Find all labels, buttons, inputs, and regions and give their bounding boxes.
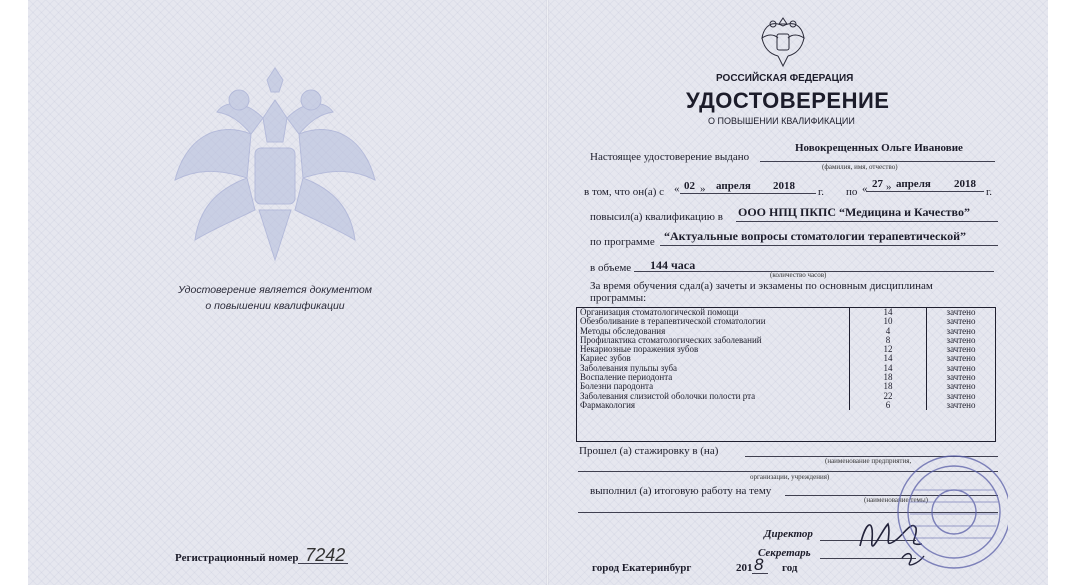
secretary-label: Секретарь xyxy=(758,547,811,559)
issued-underline xyxy=(760,161,995,162)
double-headed-eagle-watermark-icon xyxy=(155,60,395,300)
issued-label: Настоящее удостоверение выдано xyxy=(590,151,750,163)
discipline-hours: 14 xyxy=(850,354,927,363)
date-g-1: г. xyxy=(818,186,825,198)
date-quote-1: « xyxy=(674,183,680,195)
date-to-underline xyxy=(866,191,984,192)
internship-label: Прошел (а) стажировку в (на) xyxy=(579,445,719,457)
discipline-grade: зачтено xyxy=(927,373,996,382)
discipline-grade: зачтено xyxy=(927,327,996,336)
org-label: повысил(а) квалификацию в xyxy=(590,211,723,223)
exams-line1: За время обучения сдал(а) зачеты и экзамены по основным дисциплинам xyxy=(590,280,933,292)
internship-hint1: (наименование предприятия, xyxy=(825,457,912,465)
date-to-month: апреля xyxy=(896,178,931,190)
discipline-grade: зачтено xyxy=(927,364,996,373)
program-label: по программе xyxy=(590,236,655,248)
discipline-hours: 10 xyxy=(850,317,927,326)
discipline-grade: зачтено xyxy=(927,401,996,410)
discipline-hours: 22 xyxy=(850,392,927,401)
program-underline xyxy=(660,245,998,246)
date-to-day: 27 xyxy=(872,178,883,190)
org-name: ООО НПЦ ПКПС “Медицина и Качество” xyxy=(738,205,970,219)
volume-label: в объеме xyxy=(590,262,632,274)
discipline-grade: зачтено xyxy=(927,308,996,317)
round-stamp-seal-icon xyxy=(858,450,1008,580)
discipline-name: Некариозные поражения зубов xyxy=(580,344,699,355)
discipline-hours: 18 xyxy=(850,373,927,382)
issued-name: Новокрещенных Ольге Ивановие xyxy=(795,142,963,154)
date-po: по xyxy=(846,186,858,198)
date-quote-2: » xyxy=(700,183,706,195)
discipline-row xyxy=(577,401,995,410)
discipline-name: Обезболивание в терапевтической стоматологии xyxy=(580,316,766,327)
discipline-name: Заболевания слизистой оболочки полости рта xyxy=(580,390,756,401)
org-underline xyxy=(736,221,998,222)
discipline-row xyxy=(577,392,995,401)
document-subtitle: О ПОВЫШЕНИИ КВАЛИФИКАЦИИ xyxy=(708,116,855,126)
discipline-grade: зачтено xyxy=(927,317,996,326)
date-to-year: 2018 xyxy=(954,178,976,190)
director-label: Директор xyxy=(764,528,813,540)
footer-year-digit: 8 xyxy=(754,555,764,574)
discipline-hours: 6 xyxy=(850,401,927,410)
year-underline xyxy=(752,573,768,574)
discipline-name: Воспаление периодонта xyxy=(580,372,673,383)
document-title: УДОСТОВЕРЕНИЕ xyxy=(686,88,890,113)
footer-city: город Екатеринбург xyxy=(592,562,692,574)
volume-value: 144 часа xyxy=(650,258,696,272)
date-from-underline xyxy=(680,193,816,194)
date-quote-3: « xyxy=(862,183,868,195)
reg-underline xyxy=(298,563,348,564)
discipline-grade: зачтено xyxy=(927,336,996,345)
final-work-hint: (наименование темы) xyxy=(864,496,929,504)
date-from-day: 02 xyxy=(684,180,695,192)
date-quote-4: » xyxy=(886,181,892,193)
date-from-month: апреля xyxy=(716,180,751,192)
internship-hint2: организации, учреждения) xyxy=(750,473,830,481)
discipline-name: Фармакология xyxy=(580,399,636,410)
disciplines-table xyxy=(576,307,996,442)
footer-year-prefix: 201 xyxy=(736,562,753,574)
discipline-hours: 18 xyxy=(850,382,927,391)
discipline-grade: зачтено xyxy=(927,382,996,391)
date-from-year: 2018 xyxy=(773,180,795,192)
caption-line1: Удостоверение является документом xyxy=(178,284,372,296)
issued-hint: (фамилия, имя, отчество) xyxy=(822,163,898,171)
discipline-name: Методы обследования xyxy=(580,325,666,336)
final-work-label: выполнил (а) итоговую работу на тему xyxy=(590,485,772,497)
caption-line2: о повышении квалификации xyxy=(205,300,345,312)
program-name: “Актуальные вопросы стоматологии терапевтической” xyxy=(664,229,967,243)
discipline-hours: 14 xyxy=(850,364,927,373)
discipline-name: Заболевания пульпы зуба xyxy=(580,362,678,373)
registration-value: 7242 xyxy=(305,545,346,565)
discipline-name: Болезни пародонта xyxy=(580,381,654,392)
left-caption xyxy=(130,282,420,314)
discipline-name: Кариес зубов xyxy=(580,353,631,364)
discipline-name: Организация стоматологической помощи xyxy=(580,307,739,317)
exams-line2: программы: xyxy=(590,292,647,304)
discipline-grade: зачтено xyxy=(927,392,996,401)
date-g-2: г. xyxy=(986,186,993,198)
volume-hint: (количество часов) xyxy=(770,271,827,279)
registration-label: Регистрационный номер xyxy=(175,552,299,564)
discipline-name: Профилактика стоматологических заболеваний xyxy=(580,334,762,345)
discipline-grade: зачтено xyxy=(927,345,996,354)
discipline-grade: зачтено xyxy=(927,354,996,363)
coat-of-arms-icon xyxy=(758,12,808,70)
discipline-row xyxy=(577,345,995,354)
country-label: РОССИЙСКАЯ ФЕДЕРАЦИЯ xyxy=(716,73,854,84)
discipline-hours: 4 xyxy=(850,327,927,336)
discipline-hours: 12 xyxy=(850,345,927,354)
discipline-hours: 14 xyxy=(850,308,927,317)
dates-prefix: в том, что он(а) с xyxy=(584,186,665,198)
discipline-hours: 8 xyxy=(850,336,927,345)
footer-year-suffix: год xyxy=(782,562,798,574)
